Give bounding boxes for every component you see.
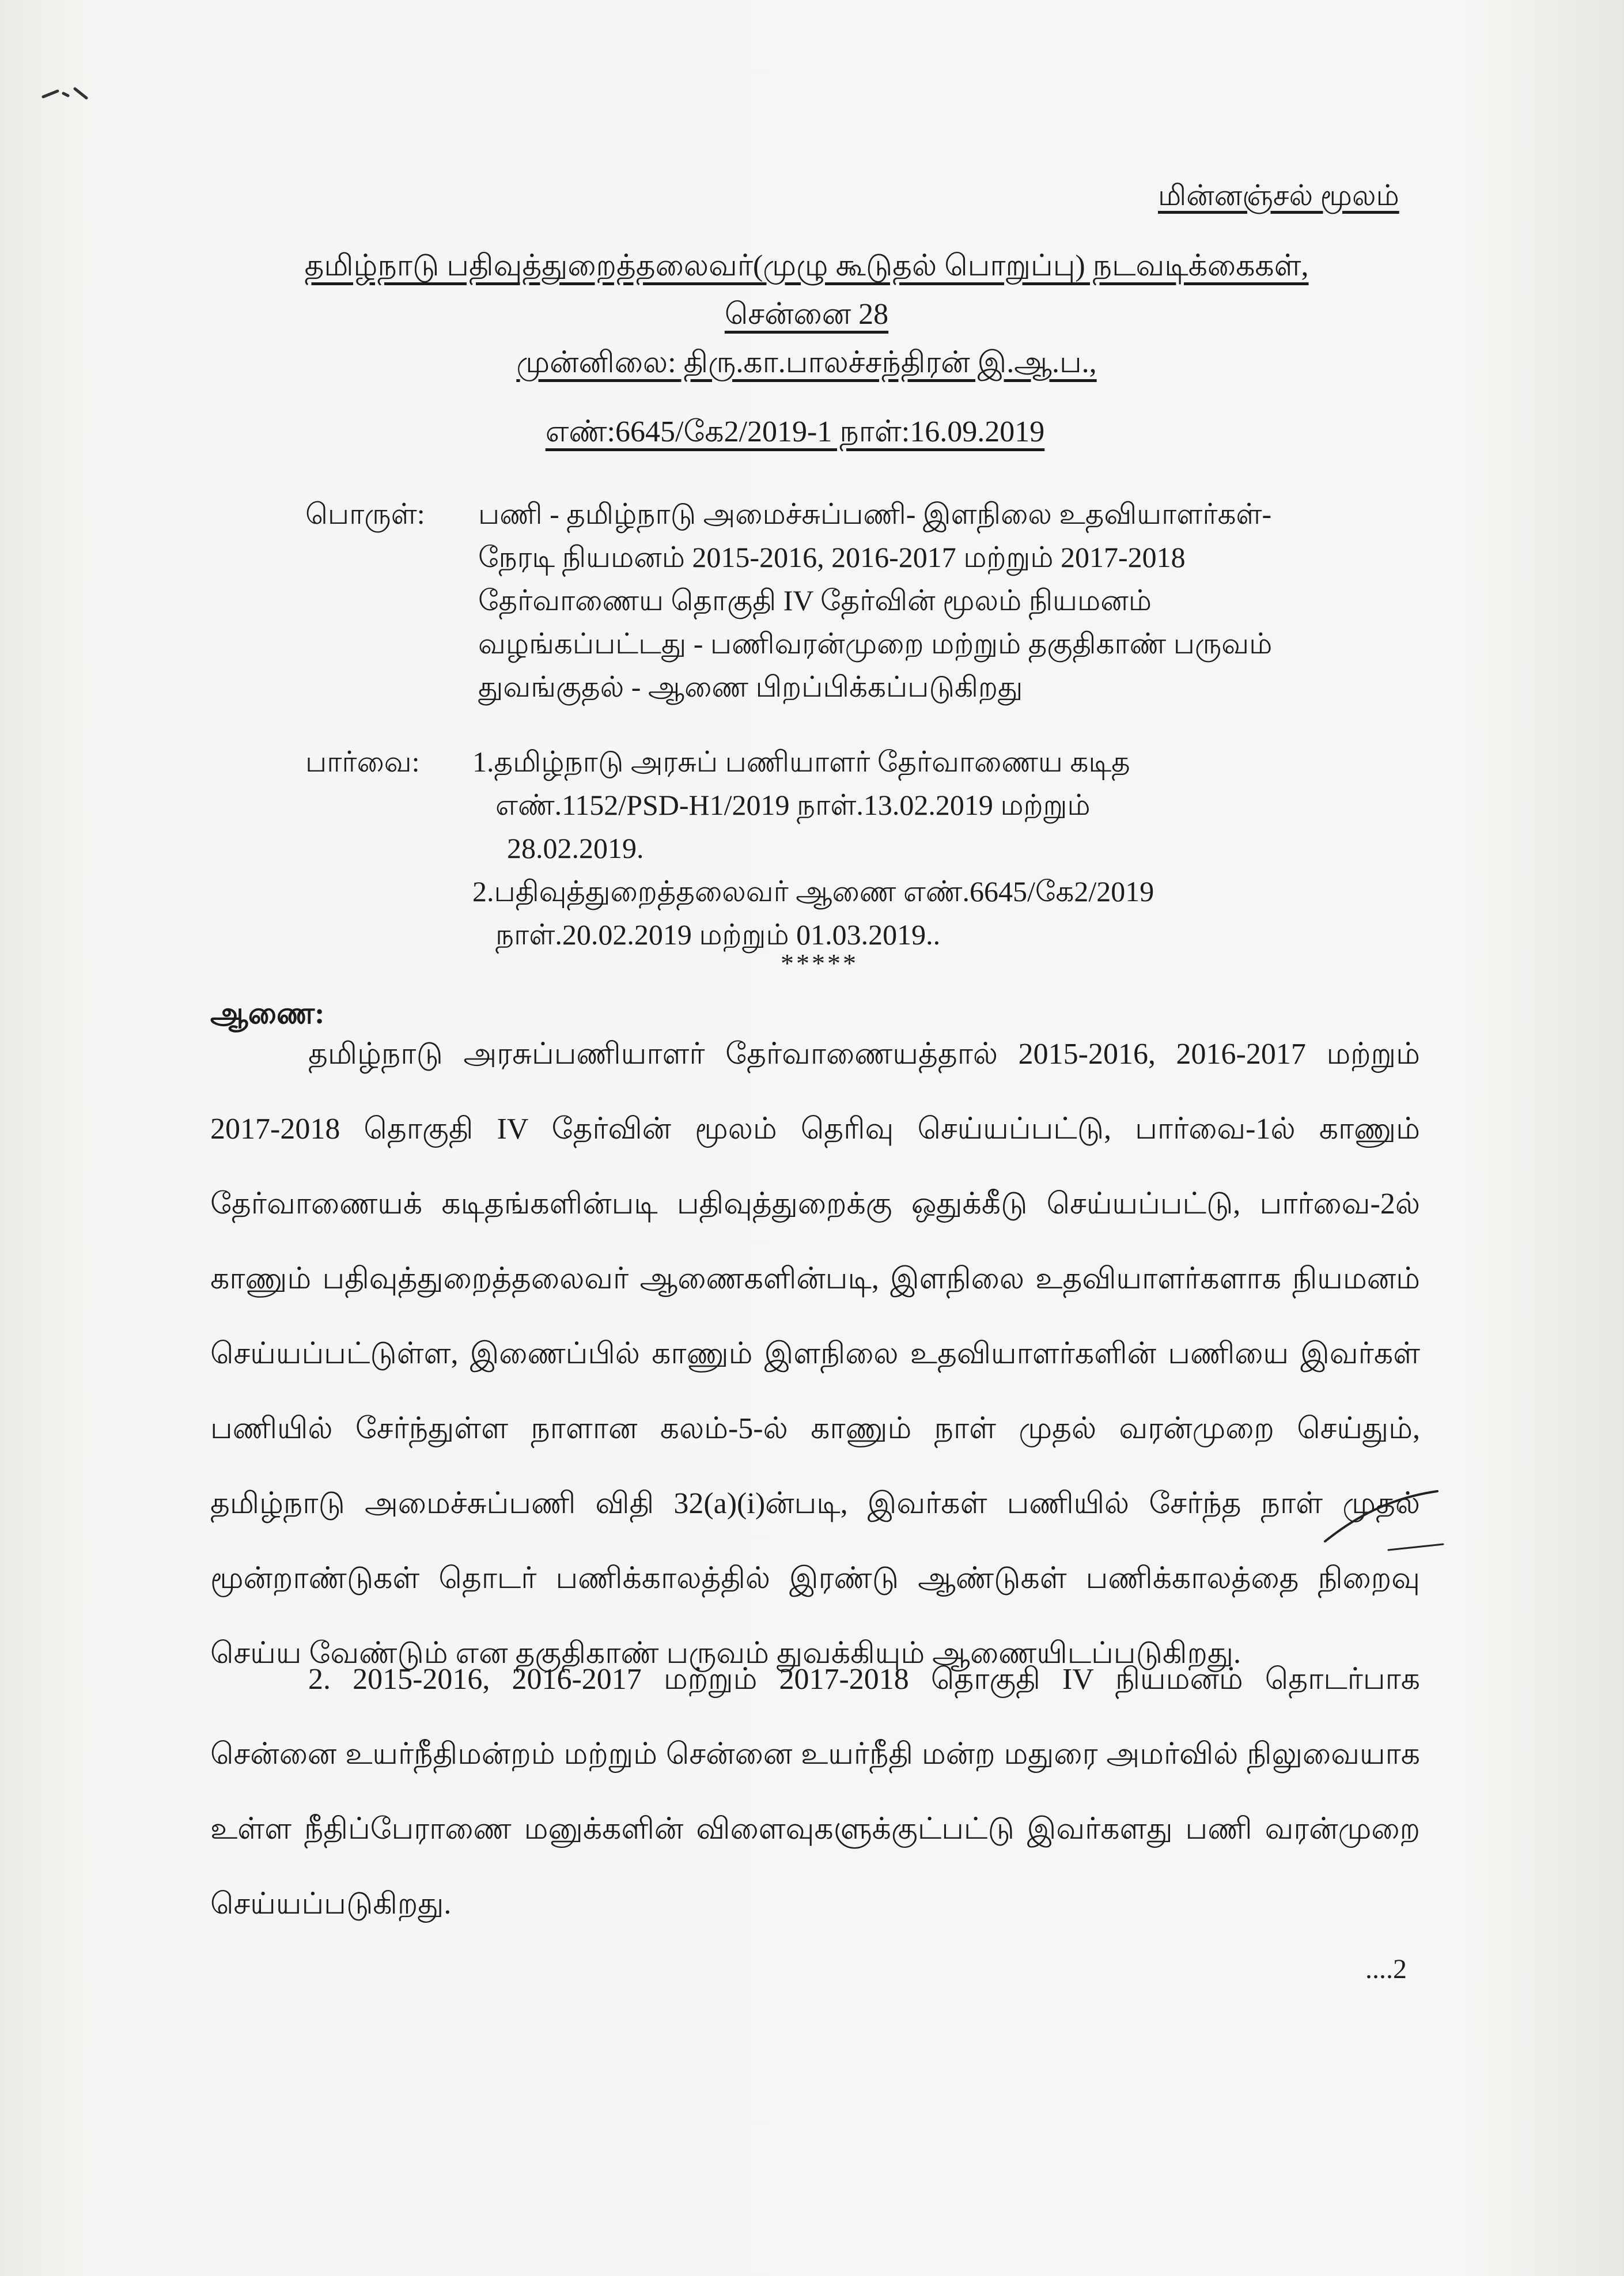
order-paragraph-1: தமிழ்நாடு அரசுப்பணியாளர் தேர்வாணையத்தால் 2015-2016, 2016-2017 மற்றும் 2017-2018 தொகுதி IV தேர்வின் மூலம் தெரிவு செய்யப்பட்டு, பார்வை-1ல் காணும் தேர்வாணையக் கடிதங்களின்படி பதிவுத்துறைக்கு ஒதுக்கீடு செய்யப்பட்டு, பார்வை-2ல் காணும் பதிவுத்துறைத்தலைவர் ஆணைகளின்படி, இளநிலை உதவியாளர்களாக நியமனம் செய்யப்பட்டுள்ள, இணைப்பில் காணும் இளநிலை உதவியாளர்களின் பணியை இவர்கள் பணியில் சேர்ந்துள்ள நாளான கலம்-5-ல் காணும் நாள் முதல் வரன்முறை செய்தும், தமிழ்நாடு அமைச்சுப்பணி விதி 32(a)(i)ன்படி, இவர்கள் பணியில் சேர்ந்த நாள் முதல் மூன்றாண்டுகள் தொடர் பணிக்காலத்தில் இரண்டு ஆண்டுகள் பணிக்காலத்தை நிறைவு செய்ய வேண்டும் என தகுதிகாண் பருவம் துவக்கியும் ஆணையிடப்படுகிறது. [210, 1038, 1420, 1670]
separator: ***** [781, 948, 858, 978]
subject-line: நேரடி நியமனம் 2015-2016, 2016-2017 மற்றும் 2017-2018 [478, 541, 1186, 573]
reference-number: எண்:6645/கே2/2019-1 நாள்:16.09.2019 [545, 415, 1045, 448]
reference-item-line: எண்.1152/PSD-H1/2019 நாள்.13.02.2019 மற்றும் [495, 789, 1091, 821]
reference-item-line: நாள்.20.02.2019 மற்றும் 01.03.2019.. [495, 918, 941, 951]
order-paragraph-2: 2. 2015-2016, 2016-2017 மற்றும் 2017-2018 தொகுதி IV நியமனம் தொடர்பாக சென்னை உயர்நீதிமன்றம் மற்றும் சென்னை உயர்நீதி மன்ற மதுரை அமர்வில் நிலுவையாக உள்ள நீதிப்பேராணை மனுக்களின் விளைவுகளுக்குட்பட்டு இவர்களது பணி வரன்முறை செய்யப்படுகிறது. [210, 1663, 1420, 1920]
page-continuation: ....2 [1365, 1954, 1407, 1984]
subject-label: பொருள்: [305, 498, 425, 530]
reference-item-line: 28.02.2019. [507, 832, 644, 864]
references-label: பார்வை: [305, 746, 420, 778]
subject-line: துவங்குதல் - ஆணை பிறப்பிக்கப்படுகிறது [478, 671, 1023, 703]
reference-item [472, 740, 1154, 870]
document-header [230, 242, 1383, 387]
subject-line: தேர்வாணைய தொகுதி IV தேர்வின் மூலம் நியமனம் [478, 584, 1152, 617]
pen-mark [1319, 1487, 1446, 1556]
references-list [472, 740, 1154, 956]
header-presiding-officer: முன்னிலை: திரு.கா.பாலச்சந்திரன் இ.ஆ.ப., [516, 346, 1097, 379]
reference-item [472, 870, 1154, 956]
reference-item-line: 2.பதிவுத்துறைத்தலைவர் ஆணை எண்.6645/கே2/2019 [472, 875, 1154, 908]
header-city: சென்னை 28 [724, 298, 889, 331]
subject-line: வழங்கப்பட்டது - பணிவரன்முறை மற்றும் தகுதிகாண் பருவம் [478, 627, 1273, 660]
subject-text [478, 493, 1272, 709]
reference-item-line: 1.தமிழ்நாடு அரசுப் பணியாளர் தேர்வாணைய கடித [472, 746, 1130, 778]
order-heading: ஆணை: [210, 997, 325, 1030]
references-block [305, 740, 1400, 959]
stray-mark [40, 81, 92, 104]
subject-line: பணி - தமிழ்நாடு அமைச்சுப்பணி- இளநிலை உதவியாளர்கள்- [478, 498, 1272, 530]
delivery-mode: மின்னஞ்சல் மூலம் [1158, 179, 1399, 211]
header-office: தமிழ்நாடு பதிவுத்துறைத்தலைவர்(முழு கூடுதல் பொறுப்பு) நடவடிக்கைகள், [304, 249, 1309, 282]
subject-block [305, 493, 1400, 723]
